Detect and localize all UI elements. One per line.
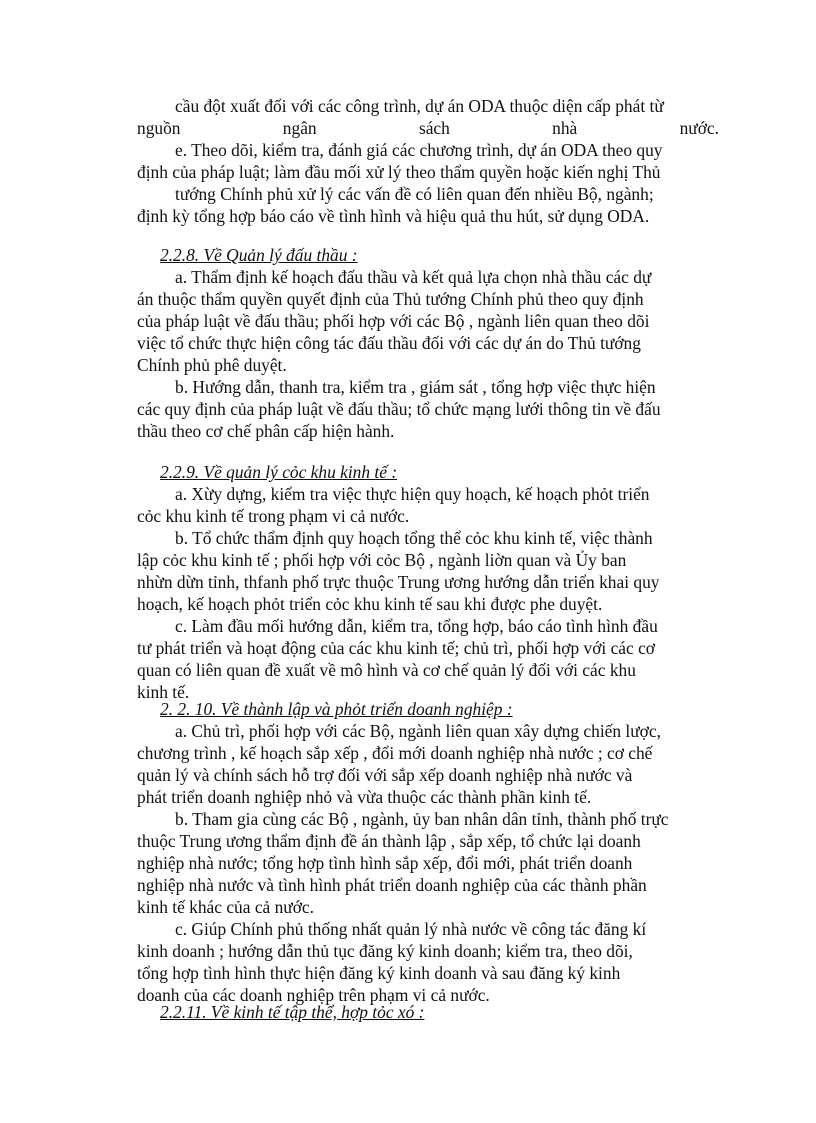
paragraph-line: hoạch, kế hoạch phỏt triển cỏc khu kinh tế sau khi được phe duyệt. (137, 594, 603, 614)
paragraph-line: quản lý và chính sách hỗ trợ đối với sắp xếp doanh nghiệp nhà nước và (137, 765, 633, 785)
paragraph-line: b. Hướng dẫn, thanh tra, kiểm tra , giám sát , tổng hợp việc thực hiện (175, 377, 656, 397)
paragraph-line: nghiệp nhà nước; tổng hợp tình hình sắp xếp, đổi mới, phát triển doanh (137, 853, 633, 873)
paragraph-line: tướng Chính phủ xử lý các vấn đề có liên quan đến nhiều Bộ, ngành; (175, 184, 654, 204)
paragraph-line: kinh tế. (137, 682, 190, 702)
paragraph-line: việc tổ chức thực hiện công tác đấu thầu đối với các dự án do Thủ tướng (137, 333, 641, 353)
paragraph-line: chương trình , kế hoạch sắp xếp , đổi mới doanh nghiệp nhà nước ; cơ chế (137, 743, 653, 763)
paragraph-line: tư phát triển và hoạt động của các khu kinh tế; chủ trì, phối hợp với các cơ (137, 638, 655, 658)
paragraph-line: c. Làm đầu mối hướng dẫn, kiểm tra, tổng hợp, báo cáo tình hình đầu (175, 616, 658, 636)
paragraph-line: án thuộc thẩm quyền quyết định của Thủ tướng Chính phủ theo quy định (137, 289, 644, 309)
paragraph-line: nghiệp nhà nước và tình hình phát triển doanh nghiệp của các thành phần (137, 875, 647, 895)
paragraph-line: tổng hợp tình hình thực hiện đăng ký kinh doanh và sau đăng ký kinh (137, 963, 621, 983)
paragraph-line: phát triển doanh nghiệp nhỏ và vừa thuộc các thành phần kinh tế. (137, 787, 592, 807)
paragraph-line: a. Thẩm định kế hoạch đấu thầu và kết quả lựa chọn nhà thầu các dự (175, 267, 652, 287)
paragraph-line: các quy định của pháp luật về đấu thầu; tổ chức mạng lưới thông tin về đấu (137, 399, 661, 419)
section-heading: 2.2.11. Về kinh tế tập thể, hợp tỏc xó : (160, 1002, 425, 1022)
paragraph-line: cỏc khu kinh tế trong phạm vi cả nước. (137, 506, 410, 526)
paragraph-line: thầu theo cơ chế phân cấp hiện hành. (137, 421, 395, 441)
paragraph-line: quan có liên quan đề xuất về mô hình và cơ chế quản lý đối với các khu (137, 660, 636, 680)
section-heading: 2.2.8. Về Quản lý đấu thầu : (160, 245, 358, 265)
paragraph-line: cầu đột xuất đối với các công trình, dự án ODA thuộc diện cấp phát từ (175, 96, 664, 116)
paragraph-line: của pháp luật về đấu thầu; phối hợp với các Bộ , ngành liên quan theo dõi (137, 311, 650, 331)
section-heading: 2.2.9. Về quản lý cỏc khu kinh tế : (160, 462, 398, 482)
section-heading: 2. 2. 10. Về thành lập và phỏt triển doanh nghiệp : (160, 699, 513, 719)
paragraph-line: b. Tham gia cùng các Bộ , ngành, ủy ban nhân dân tỉnh, thành phố trực (175, 809, 669, 829)
paragraph-line: định của pháp luật; làm đầu mối xử lý theo thẩm quyền hoặc kiến nghị Thủ (137, 162, 661, 182)
paragraph-line: lập cỏc khu kinh tế ; phối hợp với cỏc Bộ , ngành liờn quan và Ủy ban (137, 550, 627, 570)
paragraph-line: a. Chủ trì, phối hợp với các Bộ, ngành liên quan xây dựng chiến lược, (175, 721, 661, 741)
paragraph-line: e. Theo dõi, kiểm tra, đánh giá các chương trình, dự án ODA theo quy (175, 140, 663, 160)
paragraph-line: kinh doanh ; hướng dẫn thủ tục đăng ký kinh doanh; kiểm tra, theo dõi, (137, 941, 633, 961)
paragraph-line: a. Xừy dựng, kiểm tra việc thực hiện quy hoạch, kế hoạch phỏt triển (175, 484, 650, 504)
paragraph-line: b. Tổ chức thẩm định quy hoạch tổng thể cỏc khu kinh tế, việc thành (175, 528, 653, 548)
paragraph-line: kinh tế khác của cả nước. (137, 897, 314, 917)
paragraph-line: doanh của các doanh nghiệp trên phạm vi cả nước. (137, 985, 490, 1005)
paragraph-line: định kỳ tổng hợp báo cáo về tình hình và hiệu quả thu hút, sử dụng ODA. (137, 206, 650, 226)
paragraph-line: Chính phủ phê duyệt. (137, 355, 287, 375)
paragraph-line: nguồn ngân sách nhà nước. (137, 118, 719, 138)
paragraph-line: c. Giúp Chính phủ thống nhất quản lý nhà nước về công tác đăng kí (175, 919, 647, 939)
paragraph-line: thuộc Trung ương thẩm định đề án thành lập , sắp xếp, tổ chức lại doanh (137, 831, 641, 851)
paragraph-line: nhừn dừn tỉnh, thfanh phố trực thuộc Trung ương hướng dẫn triển khai quy (137, 572, 660, 592)
